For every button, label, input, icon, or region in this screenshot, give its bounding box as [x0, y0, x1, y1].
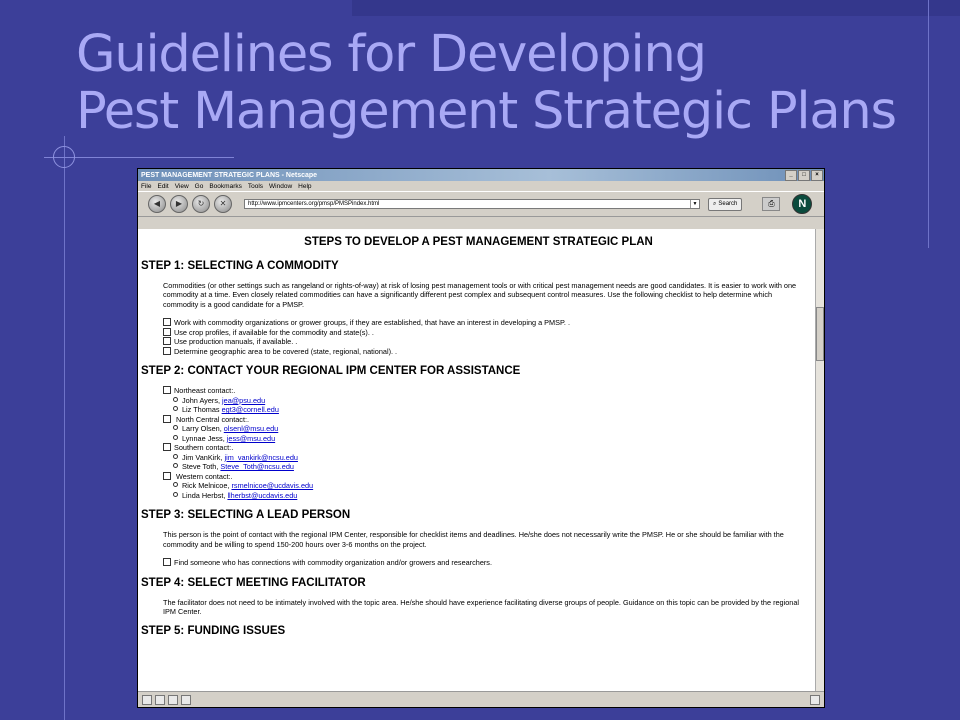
contact-person	[173, 453, 816, 463]
status-bar	[138, 691, 824, 707]
menu-help[interactable]: Help	[298, 182, 312, 190]
checkbox[interactable]	[163, 472, 171, 480]
nav-toolbar	[138, 191, 824, 217]
slide-title	[76, 26, 896, 140]
checklist-label: Find someone who has connections with commodity organization and/or growers and researchers.	[174, 558, 492, 568]
checklist-item	[163, 318, 816, 328]
checklist-label: Determine geographic area to be covered (state, regional, national). .	[174, 346, 398, 356]
step5-heading: STEP 5: FUNDING ISSUES	[141, 625, 286, 638]
reload-icon[interactable]: ↻	[192, 195, 210, 213]
slide-title-line: Guidelines for Developing	[76, 25, 706, 84]
bullet-icon	[173, 435, 178, 440]
scrollbar-thumb[interactable]	[816, 307, 824, 361]
mail-icon[interactable]	[155, 695, 165, 705]
email-link[interactable]: llherbst@ucdavis.edu	[227, 490, 298, 500]
slide-decoration-bar	[352, 0, 960, 16]
checkbox[interactable]	[163, 415, 171, 423]
slide-title-line: Pest Management Strategic Plans	[76, 82, 896, 141]
stop-icon[interactable]: ✕	[214, 195, 232, 213]
url-text: http://www.ipmcenters.org/pmsp/PMSPindex.html	[248, 201, 380, 207]
menu-go[interactable]: Go	[194, 182, 204, 190]
contact-list	[163, 386, 816, 500]
bullet-icon	[173, 482, 178, 487]
contact-person	[173, 491, 816, 501]
region-label: North Central contact:.	[174, 414, 250, 424]
menu-bar	[138, 181, 824, 191]
checklist-item	[163, 347, 816, 357]
email-link[interactable]: egt3@cornell.edu	[221, 405, 279, 415]
checklist-label: Use crop profiles, if available for the commodity and state(s). .	[174, 327, 374, 337]
back-icon[interactable]: ◀	[148, 195, 166, 213]
checklist-label: Use production manuals, if available. .	[174, 337, 298, 347]
step3-paragraph: This person is the point of contact with the regional IPM Center, responsible for checklist items and deadlines. He/she does not necessarily write the PMSP. He or she should be familiar with the commodity and be willing to spend 150-200 hours over 3-6 months on the project.	[163, 530, 784, 549]
close-button[interactable]: ×	[811, 170, 823, 181]
contact-name: Lynnae Jess,	[182, 433, 227, 443]
navigator-icon[interactable]	[142, 695, 152, 705]
security-lock-icon	[810, 695, 820, 705]
contact-person	[173, 405, 816, 415]
chevron-down-icon[interactable]: ▼	[690, 200, 699, 208]
maximize-button[interactable]: □	[798, 170, 810, 181]
region-label: Southern contact:.	[174, 443, 234, 453]
step1-heading: STEP 1: SELECTING A COMMODITY	[141, 260, 339, 272]
chat-icon[interactable]	[181, 695, 191, 705]
checklist-label: Work with commodity organizations or grower groups, if they are established, that have an interest in developing a PMSP. .	[174, 318, 570, 328]
region-label: Western contact:.	[174, 471, 233, 481]
region-label: Northeast contact:.	[174, 386, 236, 396]
menu-view[interactable]: View	[174, 182, 189, 190]
email-link[interactable]: jea@psu.edu	[222, 395, 266, 405]
minimize-button[interactable]: _	[785, 170, 797, 181]
menu-file[interactable]: File	[141, 182, 152, 190]
contact-person	[173, 424, 816, 434]
checkbox[interactable]	[163, 318, 171, 326]
window-titlebar[interactable]	[138, 169, 824, 181]
region-item	[163, 472, 816, 482]
region-item	[163, 415, 816, 425]
slide-decoration-line	[928, 0, 929, 248]
checkbox[interactable]	[163, 386, 171, 394]
menu-tools[interactable]: Tools	[247, 182, 264, 190]
step1-checklist	[163, 318, 816, 356]
email-link[interactable]: jess@msu.edu	[226, 433, 276, 443]
search-label: Search	[718, 201, 738, 207]
bullet-icon	[173, 397, 178, 402]
page-content	[138, 229, 816, 692]
menu-edit[interactable]: Edit	[157, 182, 169, 190]
step3-checklist	[163, 558, 816, 568]
contact-person	[173, 462, 816, 472]
region-item	[163, 443, 816, 453]
contact-name: Rick Melnicoe,	[182, 481, 232, 491]
step2-heading: STEP 2: CONTACT YOUR REGIONAL IPM CENTER FOR ASSISTANCE	[141, 365, 521, 378]
forward-icon[interactable]: ▶	[170, 195, 188, 213]
contact-person	[173, 396, 816, 406]
step4-paragraph: The facilitator does not need to be intimately involved with the topic area. He/she should have experience facilitating diverse groups of people. Guidance on this topic can be provided by the regional IPM Center.	[163, 597, 800, 616]
print-icon[interactable]: ⎙	[762, 197, 780, 211]
browser-window	[137, 168, 825, 708]
email-link[interactable]: rsmelnicoe@ucdavis.edu	[231, 481, 314, 491]
checkbox[interactable]	[163, 337, 171, 345]
slide-decoration-circle	[53, 146, 75, 168]
checklist-item	[163, 558, 816, 568]
checklist-item	[163, 337, 816, 347]
checkbox[interactable]	[163, 328, 171, 336]
step4-heading: STEP 4: SELECT MEETING FACILITATOR	[141, 576, 366, 589]
contact-person	[173, 434, 816, 444]
contact-name: John Ayers,	[182, 395, 223, 405]
netscape-logo: N	[792, 194, 812, 214]
checkbox[interactable]	[163, 443, 171, 451]
url-field[interactable]	[244, 199, 700, 209]
search-icon: ⌕	[713, 200, 717, 207]
contact-name: Liz Thomas	[182, 405, 222, 415]
bullet-icon	[173, 425, 178, 430]
step3-heading: STEP 3: SELECTING A LEAD PERSON	[141, 509, 351, 522]
email-link[interactable]: Steve_Toth@ncsu.edu	[220, 462, 294, 472]
bullet-icon	[173, 454, 178, 459]
bullet-icon	[173, 463, 178, 468]
contact-name: Linda Herbst,	[182, 490, 228, 500]
composer-icon[interactable]	[168, 695, 178, 705]
bullet-icon	[173, 492, 178, 497]
page-title: STEPS TO DEVELOP A PEST MANAGEMENT STRATEGIC PLAN	[304, 236, 653, 248]
slide-decoration-line	[64, 136, 65, 720]
contact-name: Larry Olsen,	[182, 424, 224, 434]
checkbox[interactable]	[163, 347, 171, 355]
contact-name: Jim VanKirk,	[182, 452, 225, 462]
email-link[interactable]: olsenl@msu.edu	[223, 424, 279, 434]
region-item	[163, 386, 816, 396]
search-button[interactable]	[708, 198, 742, 211]
email-link[interactable]: jim_vankirk@ncsu.edu	[224, 452, 298, 462]
checkbox[interactable]	[163, 558, 171, 566]
bullet-icon	[173, 406, 178, 411]
menu-window[interactable]: Window	[269, 182, 293, 190]
menu-bookmarks[interactable]: Bookmarks	[209, 182, 242, 190]
contact-name: Steve Toth,	[182, 462, 221, 472]
vertical-scrollbar[interactable]	[815, 229, 824, 692]
window-title: PEST MANAGEMENT STRATEGIC PLANS - Netscape	[141, 171, 318, 179]
contact-person	[173, 481, 816, 491]
checklist-item	[163, 328, 816, 338]
step1-paragraph: Commodities (or other settings such as rangeland or rights-of-way) at risk of losing pest management tools or with critical pest management needs are good candidates. It is easier to work with one commodity at a time. Even closely related commodities can have a significantly different pest complex and subsequent control measures. Use the following checklist to help determine which commodity is a good candidate for a PMSP.	[163, 281, 797, 309]
